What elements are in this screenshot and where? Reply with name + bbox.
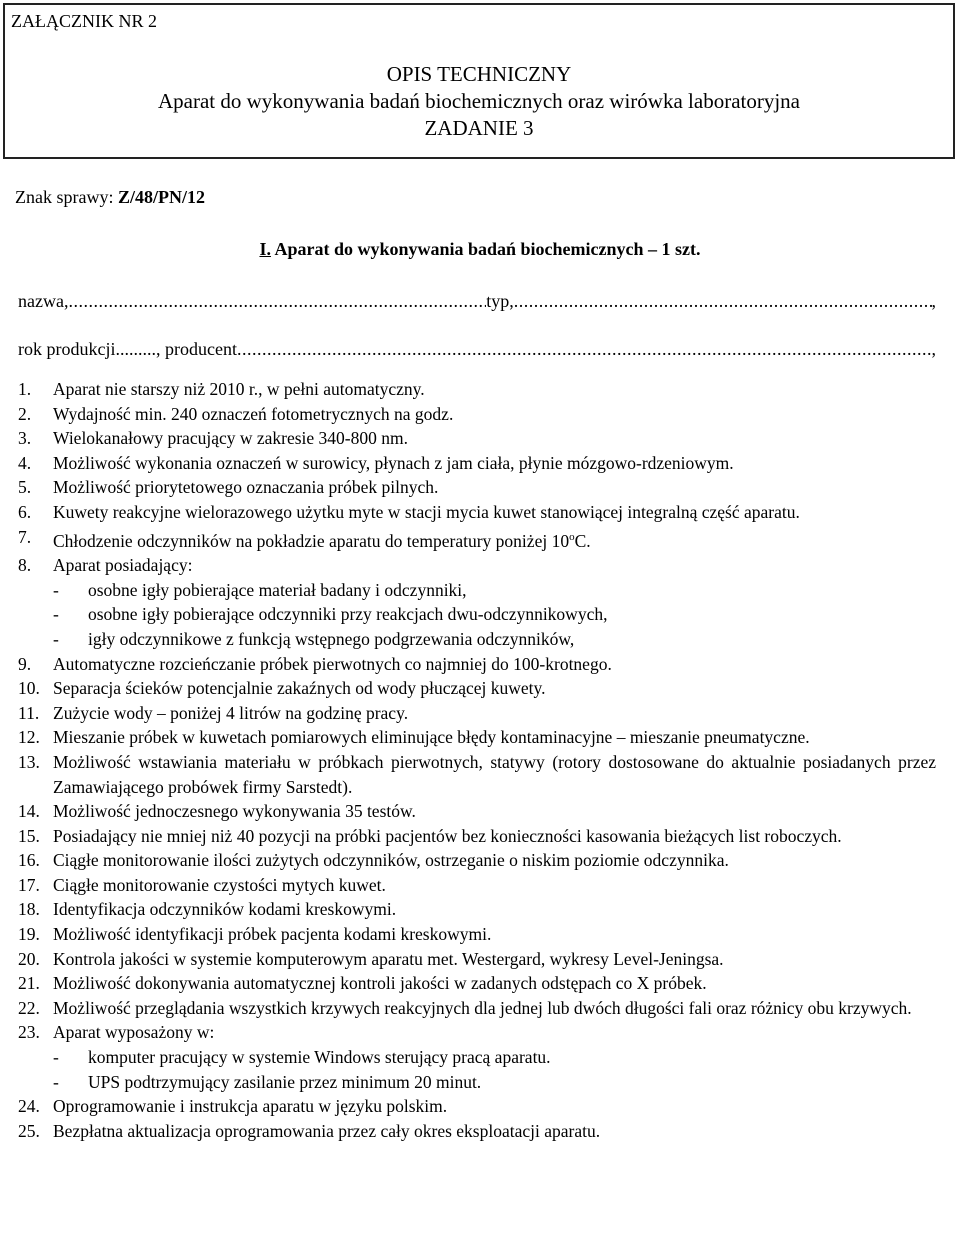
item-text: Mieszanie próbek w kuwetach pomiarowych eliminujące błędy kontaminacyjne – mieszanie pneumatyczne. [53,727,810,748]
item-text: Posiadający nie mniej niż 40 pozycji na próbki pacjentów bez konieczności kasowania bieżących list roboczych. [53,825,842,846]
item-text: Wydajność min. 240 oznaczeń fotometrycznych na godz. [53,403,454,424]
case-reference [15,187,205,208]
item-number: 13. [18,751,40,772]
annex-label: ZAŁĄCZNIK NR 2 [11,11,157,31]
sub-item-text: igły odczynnikowe z funkcją wstępnego podgrzewania odczynników, [88,628,575,649]
item-number: 9. [18,653,32,674]
item-number: 1. [18,379,32,399]
list-item [18,947,936,972]
list-item [18,402,936,427]
document-title: OPIS TECHNICZNY [386,62,572,86]
document-subtitle: Aparat do wykonywania badań biochemicznych oraz wirówka laboratoryjna [157,89,800,113]
title-block [5,61,953,142]
header-box [3,3,955,159]
item-number: 11. [18,702,40,723]
list-item [18,873,936,898]
item-text: Chłodzenie odczynników na pokładzie aparatu do temperatury poniżej 10$^o$C. [53,530,591,551]
list-item [18,553,936,578]
item-text: Ciągłe monitorowanie ilości zużytych odczynników, ostrzeganie o niskim poziomie odczynnika. [53,850,729,871]
sub-item-text: komputer pracujący w systemie Windows sterujący pracą aparatu. [88,1047,551,1068]
item-number: 19. [18,924,40,945]
list-item [18,451,936,476]
sub-item-text: osobne igły pobierające odczynniki przy reakcjach dwu-odczynnikowych, [88,604,608,625]
list-item [18,701,936,726]
list-item [18,676,936,701]
item-text: Możliwość dokonywania automatycznej kontroli jakości w zadanych odstępach co X próbek. [53,973,707,994]
item-number: 18. [18,899,40,920]
item-number: 10. [18,678,40,699]
item-text: Kontrola jakości w systemie komputerowym aparatu met. Westergard, wykresy Level-Jeningsa. [53,948,724,969]
item-number: 2. [18,403,32,424]
list-item [18,652,936,677]
item-text: Bezpłatna aktualizacja oprogramowania przez cały okres eksploatacji aparatu. [53,1120,601,1141]
item-number: 25. [18,1120,40,1141]
list-item [18,525,936,554]
list-item [18,897,936,922]
item-text: Wielokanałowy pracujący w zakresie 340-800 nm. [53,428,408,449]
item-text: Identyfikacja odczynników kodami kreskowymi. [53,899,397,920]
item-text: Aparat posiadający: [53,555,193,576]
item-number: 4. [18,452,32,473]
degree-superscript: o [569,530,575,543]
name-label: nazwa, [18,291,69,311]
section-title: Aparat do wykonywania badań biochemicznych – 1 szt. [270,239,701,259]
name-type-field [18,291,936,312]
item-number: 16. [18,850,40,871]
dash-marker: - [53,628,59,649]
year-label: rok produkcji [18,339,116,359]
requirements-list [18,377,936,1143]
producer-end: , [931,339,936,359]
item-number: 14. [18,801,40,822]
list-item [18,750,936,799]
task-label: ZADANIE 3 [424,116,534,140]
item-text: Aparat wyposażony w: [53,1022,215,1043]
case-value: Z/48/PN/12 [117,187,205,207]
list-item [18,1020,936,1045]
list-item [18,426,936,451]
item8-sub-2 [18,602,936,627]
item-number: 12. [18,727,40,748]
year-producer-field [18,339,936,360]
item-text: Oprogramowanie i instrukcja aparatu w języku polskim. [53,1096,448,1117]
item-text: Możliwość identyfikacji próbek pacjenta kodami kreskowymi. [53,924,492,945]
item-number: 3. [18,428,32,449]
item23-sub-2 [18,1070,936,1095]
sub-item-text: osobne igły pobierające materiał badany i odczynniki, [88,579,467,600]
dash-marker: - [53,579,59,600]
list-item [18,500,936,525]
list-item [18,971,936,996]
dash-marker: - [53,604,59,625]
item-text: Kuwety reakcyjne wielorazowego użytku myte w stacji mycia kuwet stanowiącej integralną część aparatu. [53,501,800,522]
item-text: Możliwość priorytetowego oznaczania próbek pilnych. [53,477,439,498]
section-heading [0,239,960,260]
list-item [18,377,936,402]
item-text: Ciągłe monitorowanie czystości mytych kuwet. [53,874,386,895]
list-item [18,1094,936,1119]
year-dots: ......... [115,339,156,359]
item-number: 8. [18,555,32,576]
section-number: I. [259,239,271,259]
item-text: Separacja ścieków potencjalnie zakaźnych od wody płuczącej kuwety. [53,678,546,699]
type-end: , [931,291,937,311]
producer-dots [237,339,932,360]
case-label: Znak sprawy: [15,187,118,207]
list-item [18,725,936,750]
item-text: Możliwość wykonania oznaczeń w surowicy, płynach z jam ciała, płynie mózgowo-rdzeniowym. [53,452,734,473]
sub-item-text: UPS podtrzymujący zasilanie przez minimum 20 minut. [88,1071,482,1092]
item-number: 22. [18,997,40,1018]
item8-sub-3 [18,627,936,652]
item8-sub-1 [18,578,936,603]
type-dots [514,291,932,312]
list-item [18,799,936,824]
item-number: 20. [18,948,40,969]
item-text: Automatyczne rozcieńczanie próbek pierwotnych co najmniej do 100-krotnego. [53,653,612,674]
item-number: 5. [18,477,32,498]
dash-marker: - [53,1071,59,1092]
item-number: 24. [18,1096,40,1117]
item-number: 17. [18,874,40,895]
item-text: Możliwość jednoczesnego wykonywania 35 testów. [53,801,416,822]
item-text: Zużycie wody – poniżej 4 litrów na godzinę pracy. [53,702,409,723]
list-item [18,475,936,500]
list-item [18,1119,936,1144]
list-item [18,824,936,849]
list-item [18,922,936,947]
name-dots [68,291,486,312]
list-item [18,848,936,873]
item-text: Możliwość wstawiania materiału w próbkach pierwotnych, statywy (rotory dostosowane do aktualnie posiadanych przez Zamawiającego probówek firmy Sarstedt). [53,751,936,797]
type-label: typ, [486,291,514,311]
producer-label: , producent [155,339,237,359]
item-number: 23. [18,1022,40,1043]
list-item [18,996,936,1021]
item-number: 21. [18,973,40,994]
item-text: Możliwość przeglądania wszystkich krzywych reakcyjnych dla jednej lub dwóch długości fali oraz różnicy obu krzywych. [53,997,912,1018]
item-text: Aparat nie starszy niż 2010 r., w pełni automatyczny. [53,379,425,399]
item-number: 6. [18,501,32,522]
item23-sub-1 [18,1045,936,1070]
item-number: 7. [18,526,32,547]
item-number: 15. [18,825,40,846]
dash-marker: - [53,1047,59,1068]
